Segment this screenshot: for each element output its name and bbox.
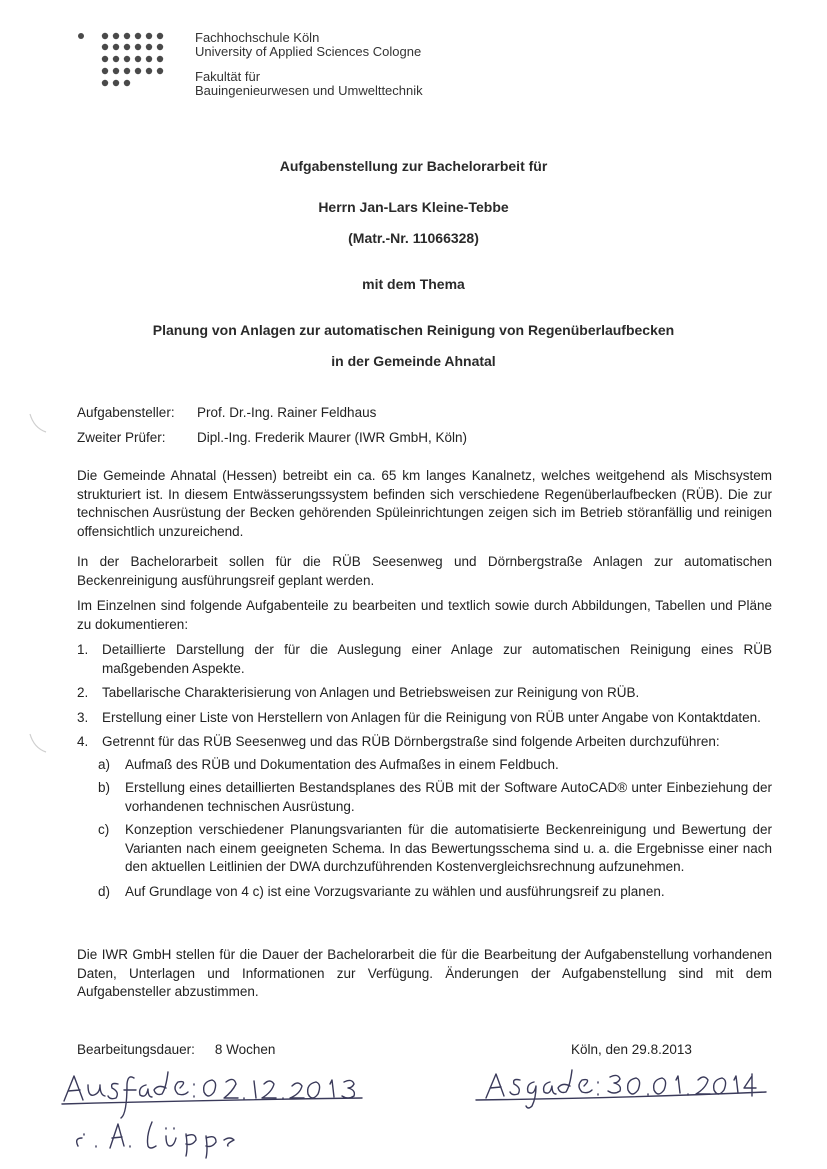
subtask-text: Aufmaß des RÜB und Dokumentation des Aufmaßes in einem Feldbuch. [125,756,559,772]
faculty-name [195,70,423,98]
task-number: 2. [77,685,89,700]
topic-intro: mit dem Thema [362,276,465,292]
student-name: Herrn Jan-Lars Kleine-Tebbe [318,199,509,215]
list-item [77,883,772,902]
topic-line-2: in der Gemeinde Ahnatal [331,353,496,369]
task-list [77,641,772,901]
duration-label: Bearbeitungsdauer: [77,1042,195,1057]
list-item [77,821,772,877]
university-name [195,31,421,59]
university-name-en: University of Applied Sciences Cologne [195,44,422,59]
subtask-letter: c) [98,822,110,837]
examiner-row [77,430,467,445]
subtask-text: Auf Grundlage von 4 c) ist eine Vorzugsvariante zu wählen und ausführungsreif zu planen. [125,883,665,899]
list-item [77,641,772,678]
issuer-label: Aufgabensteller: [77,405,175,420]
faculty-line-2: Bauingenieurwesen und Umwelttechnik [195,83,423,98]
issuer-value: Prof. Dr.-Ing. Rainer Feldhaus [197,405,377,420]
issuer-row [77,405,376,420]
task-number: 1. [77,642,89,657]
place-date: Köln, den 29.8.2013 [571,1042,692,1057]
paragraph-provision: Die IWR GmbH stellen für die Dauer der Bachelorarbeit die für die Bearbeitung der Aufgabenstellung vorhandenen Daten, Unterlagen und Informationen zur Verfügung. Änderungen der Aufgabenstellung sind mit dem Aufgabensteller abzustimmen. [77,947,772,999]
subtask-letter: b) [98,780,111,795]
matriculation-number: (Matr.-Nr. 11066328) [348,230,479,246]
margin-mark-icon [28,732,48,754]
handwritten-issue-date [62,1072,362,1118]
duration-value: 8 Wochen [214,1042,276,1057]
examiner-value: Dipl.-Ing. Frederik Maurer (IWR GmbH, Köln) [197,430,468,445]
list-item [77,709,772,728]
task-text: Erstellung einer Liste von Herstellern von Anlagen für die Reinigung von RÜB unter Angabe von Kontaktdaten. [102,709,761,725]
university-logo-icon [78,30,168,94]
list-item [77,779,772,816]
examiner-label: Zweiter Prüfer: [77,430,166,445]
university-name-de: Fachhochschule Köln [195,30,320,45]
duration-row [77,1042,275,1057]
task-text: Tabellarische Charakterisierung von Anlagen und Betriebsweisen zur Reinigung von RÜB. [102,685,640,700]
document-title: Aufgabenstellung zur Bachelorarbeit für [279,158,548,174]
task-number: 4. [77,734,89,749]
task-text: Getrennt für das RÜB Seesenweg und das RÜB Dörnbergstraße sind folgende Arbeiten durchzuführen: [102,734,720,749]
list-item [77,733,772,752]
handwritten-submission-date [476,1070,766,1108]
subtask-text: Konzeption verschiedener Planungsvarianten für die automatisierte Beckenreinigung und Bewertung der Varianten nach einem geeigneten Schema. In das Bewertungsschema sind u. a. die Ergebnisse einer nach den aktuellen Leitlinien der DWA durchzuführenden Kostenvergleichsrechnung aufzunehmen. [125,822,772,874]
subtask-letter: d) [98,883,111,899]
handwritten-signature [77,1122,234,1158]
subtask-letter: a) [98,756,111,772]
paragraph-intro: Die Gemeinde Ahnatal (Hessen) betreibt ein ca. 65 km langes Kanalnetz, welches weitgehend als Mischsystem strukturiert ist. In diesem Entwässerungssystem befinden sich verschiedene Regenüberlaufbecken (RÜB). Die zur technischen Ausrüstung der Becken gehörenden Spüleinrichtungen zeigen sich im Betrieb störanfällig und reinigen offensichtlich unzureichend. [77,468,772,539]
paragraph-goal: In der Bachelorarbeit sollen für die RÜB Seesenweg und Dörnbergstraße Anlagen zur automatischen Beckenreinigung ausführungsreif geplant werden. [77,554,772,588]
list-item [77,684,772,703]
task-number: 3. [77,709,89,725]
margin-mark-icon [28,412,48,434]
list-item [77,756,772,775]
topic-line-1: Planung von Anlagen zur automatischen Reinigung von Regenüberlaufbecken [152,322,675,338]
subtask-text: Erstellung eines detaillierten Bestandsplanes des RÜB mit der Software AutoCAD® unter Einbeziehung der vorhandenen technischen Ausrüstung. [125,780,772,814]
task-text: Detaillierte Darstellung der für die Auslegung einer Anlage zur automatischen Reinigung eines RÜB maßgebenden Aspekte. [102,642,772,676]
faculty-line-1: Fakultät für [195,69,261,84]
paragraph-tasks-intro: Im Einzelnen sind folgende Aufgabenteile zu bearbeiten und textlich sowie durch Abbildungen, Tabellen und Pläne zu dokumentieren: [77,598,772,632]
